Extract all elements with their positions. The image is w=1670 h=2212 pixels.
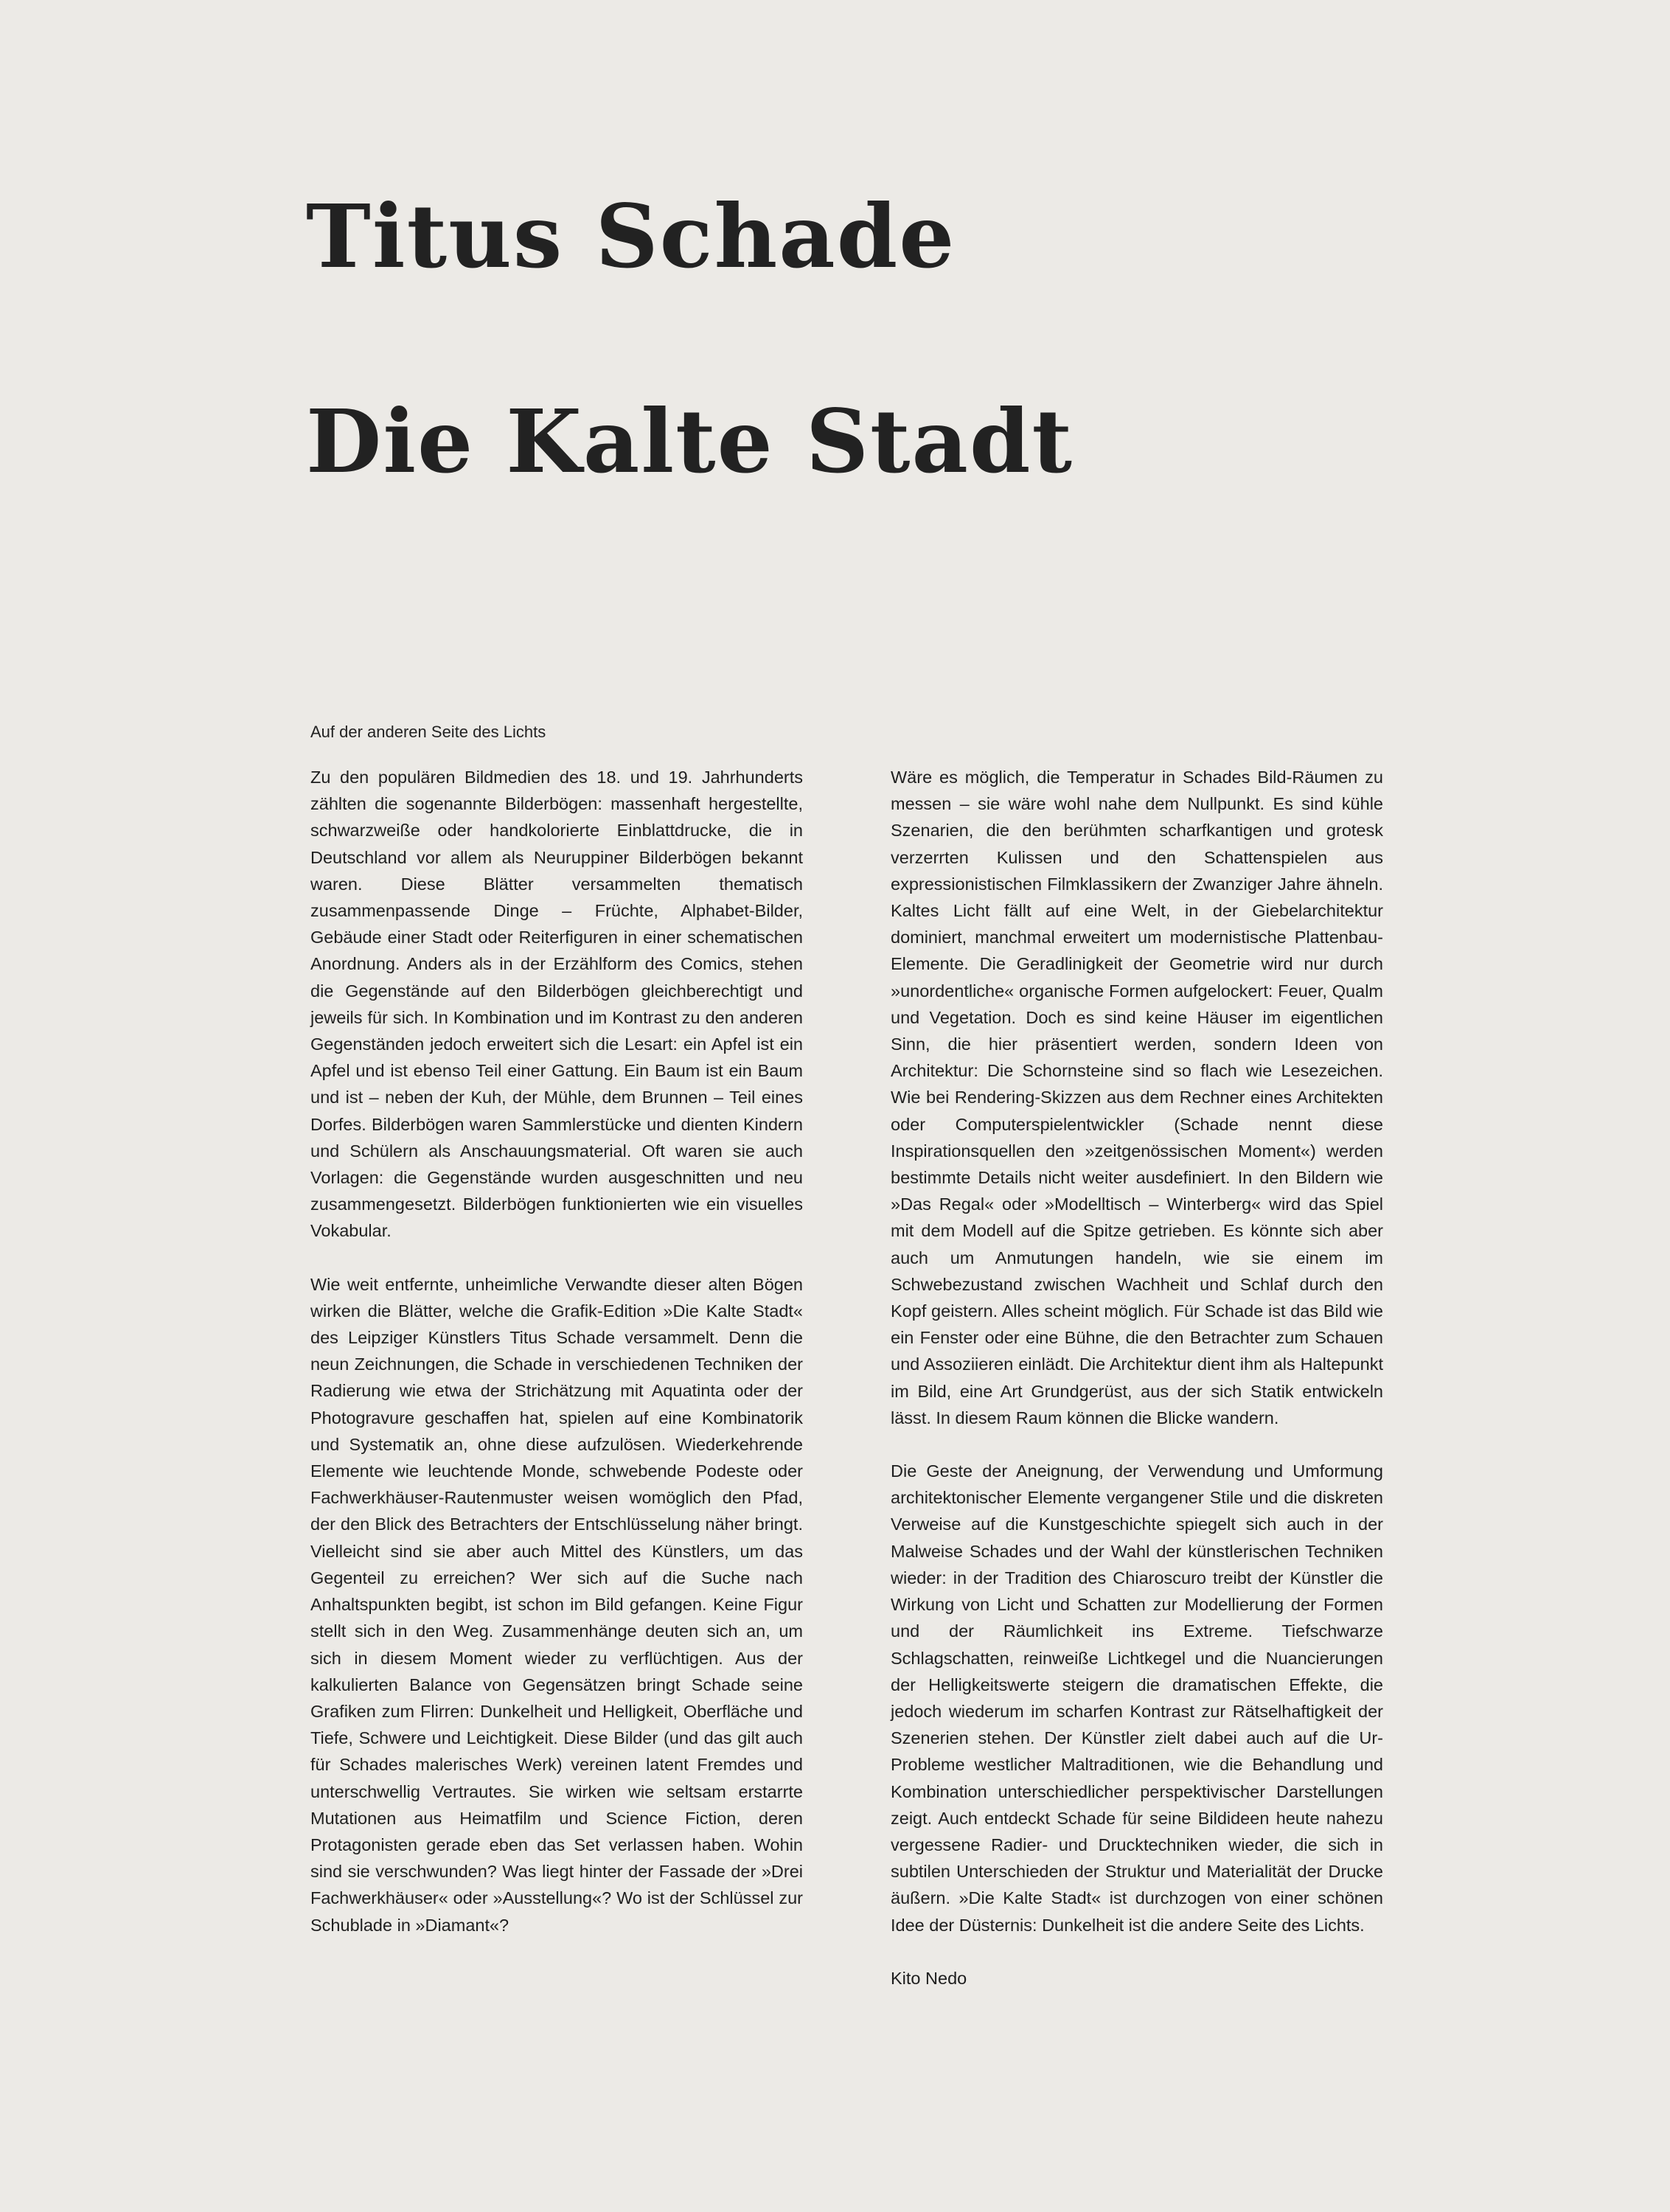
page-title-artist: Titus Schade	[306, 185, 956, 288]
text-column-left	[310, 764, 803, 1965]
paragraph: Wäre es möglich, die Temperatur in Schades Bild-Räumen zu messen – sie wäre wohl nahe dem Nullpunkt. Es sind kühle Szenarien, die den berühmten scharfkantigen und grotesk verzerrten Kulissen und den Schattenspielen aus expressionistischen Filmklassikern der Zwanziger Jahre ähneln. Kaltes Licht fällt auf eine Welt, in der Giebelarchitektur dominiert, manchmal erweitert um modernistische Plattenbau-Elemente. Die Geradlinigkeit der Geometrie wird nur durch »unordentliche« organische Formen aufgelockert: Feuer, Qualm und Vegetation. Doch es sind keine Häuser im eigentlichen Sinn, die hier präsentiert werden, sondern Ideen von Architektur: Die Schornsteine sind so flach wie Lesezeichen. Wie bei Rendering-Skizzen aus dem Rechner eines Architekten oder Computerspielentwickler (Schade nennt diese Inspirationsquellen den »zeitgenössischen Moment«) werden bestimmte Details nicht weiter ausdefiniert. In den Bildern wie »Das Regal« oder »Modelltisch – Winterberg« wird das Spiel mit dem Modell auf die Spitze getrieben. Es könnte sich aber auch um Anmutungen handeln, wie sie einem im Schwebezustand zwischen Wachheit und Schlaf durch den Kopf geistern. Alles scheint möglich. Für Schade ist das Bild wie ein Fenster oder eine Bühne, die den Betrachter zum Schauen und Assoziieren einlädt. Die Architektur dient ihm als Haltepunkt im Bild, eine Art Grundgerüst, aus der sich Statik entwickeln lässt. In diesem Raum können die Blicke wandern.	[891, 768, 1383, 1427]
paragraph: Zu den populären Bildmedien des 18. und 19. Jahrhunderts zählten die sogenannte Bilderbögen: massenhaft hergestellte, schwarzweiße oder handkolorierte Einblattdrucke, die in Deutschland vor allem als Neuruppiner Bilderbögen bekannt waren. Diese Blätter versammelten thematisch zusammenpassende Dinge – Früchte, Alphabet-Bilder, Gebäude einer Stadt oder Reiterfiguren in einer schematischen Anordnung. Anders als in der Erzählform des Comics, stehen die Gegenstände auf den Bilderbögen gleichberechtigt und jeweils für sich. In Kombination und im Kontrast zu den anderen Gegenständen jedoch erweitert sich die Lesart: ein Apfel ist ein Apfel und ist ebenso Teil einer Gattung. Ein Baum ist ein Baum und ist – neben der Kuh, der Mühle, dem Brunnen – Teil eines Dorfes. Bilderbögen waren Sammlerstücke und dienten Kindern und Schülern als Anschauungsmaterial. Oft waren sie auch Vorlagen: die Gegenstände wurden ausgeschnitten und neu zusammengesetzt. Bilderbögen funktionierten wie ein visuelles Vokabular.	[310, 768, 803, 1241]
author-signature: Kito Nedo	[891, 1968, 967, 1988]
text-column-right	[891, 764, 1383, 2018]
paragraph: Die Geste der Aneignung, der Verwendung und Umformung architektonischer Elemente vergangener Stile und die diskreten Verweise auf die Kunstgeschichte spiegelt sich auch in der Malweise Schades und der Wahl der künstlerischen Techniken wieder: in der Tradition des Chiaroscuro treibt der Künstler die Wirkung von Licht und Schatten zur Modellierung der Formen und der Räumlichkeit ins Extreme. Tiefschwarze Schlagschatten, reinweiße Lichtkegel und die Nuancierungen der Helligkeitswerte steigern die dramatischen Effekte, die jedoch wiederum im scharfen Kontrast zur Rätselhaftigkeit der Szenerien stehen. Der Künstler zielt dabei auch auf die Ur-Probleme westlicher Maltraditionen, wie die Behandlung und Kombination unterschiedlicher perspektivischer Darstellungen zeigt. Auch entdeckt Schade für seine Bildideen heute nahezu vergessene Radier- und Drucktechniken wieder, die sich in subtilen Unterschieden der Struktur und Materialität der Drucke äußern. »Die Kalte Stadt« ist durchzogen von einer schönen Idee der Düsternis: Dunkelheit ist die andere Seite des Lichts.	[891, 1461, 1383, 1935]
page-title-work: Die Kalte Stadt	[306, 390, 1074, 493]
article-subheading: Auf der anderen Seite des Lichts	[310, 723, 546, 741]
paragraph: Wie weit entfernte, unheimliche Verwandte dieser alten Bögen wirken die Blätter, welche die Grafik-Edition »Die Kalte Stadt« des Leipziger Künstlers Titus Schade versammelt. Denn die neun Zeichnungen, die Schade in verschiedenen Techniken der Radierung wie etwa der Strichätzung mit Aquatinta oder der Photogravure geschaffen hat, spielen auf eine Kombinatorik und Systematik an, ohne diese aufzulösen. Wiederkehrende Elemente wie leuchtende Monde, schwebende Podeste oder Fachwerkhäuser-Rautenmuster weisen womöglich den Pfad, der den Blick des Betrachters der Entschlüsselung näher bringt. Vielleicht sind sie aber auch Mittel des Künstlers, um das Gegenteil zu erreichen? Wer sich auf die Suche nach Anhaltspunkten begibt, ist schon im Bild gefangen. Keine Figur stellt sich in den Weg. Zusammenhänge deuten sich an, um sich in diesem Moment wieder zu verflüchtigen. Aus der kalkulierten Balance von Gegensätzen bringt Schade seine Grafiken zum Flirren: Dunkelheit und Helligkeit, Oberfläche und Tiefe, Schwere und Leichtigkeit. Diese Bilder (und das gilt auch für Schades malerisches Werk) vereinen latent Fremdes und unterschwellig Vertrautes. Sie wirken wie seltsam erstarrte Mutationen aus Heimatfilm und Science Fiction, deren Protagonisten gerade eben das Set verlassen haben. Wohin sind sie verschwunden? Was liegt hinter der Fassade der »Drei Fachwerkhäuser« oder »Ausstellung«? Wo ist der Schlüssel zur Schublade in »Diamant«?	[310, 1274, 803, 1935]
